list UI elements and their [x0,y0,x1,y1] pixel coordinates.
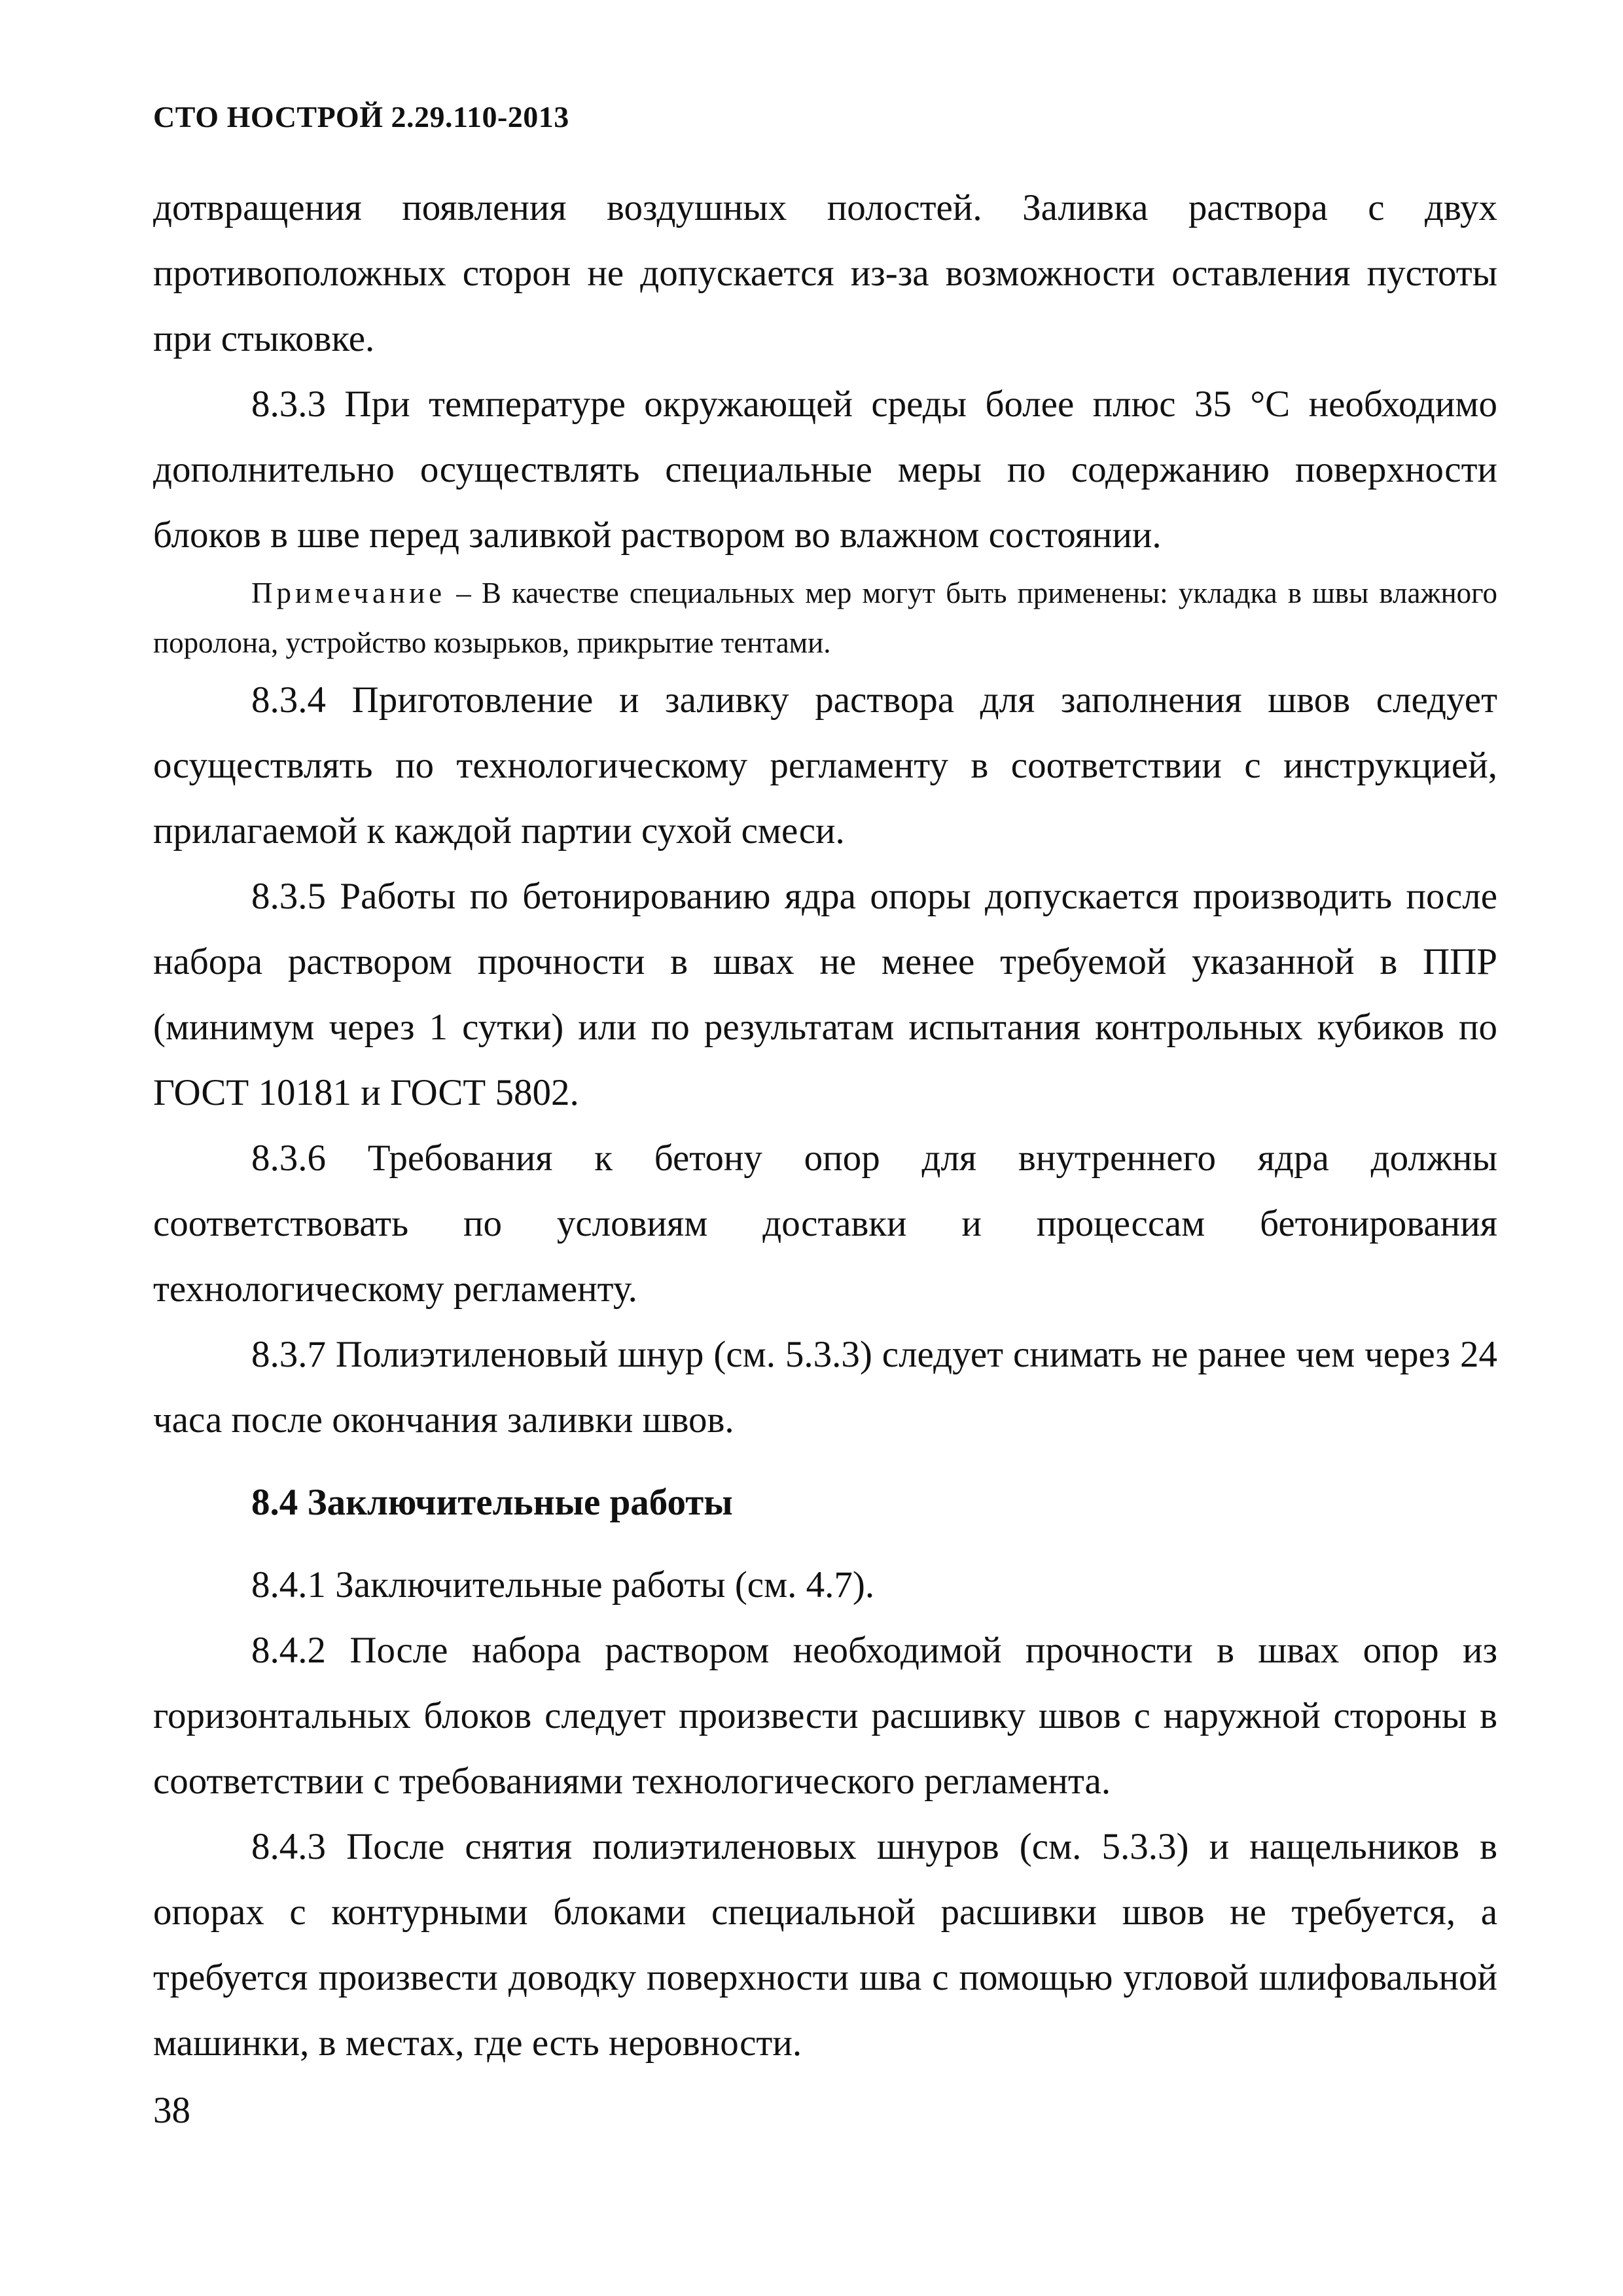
paragraph-8-3-3: 8.3.3 При температуре окружающей среды более плюс 35 °С необходимо дополнительно осуществлять специальные меры по содержанию поверхности блоков в шве перед заливкой раствором во влажном состоянии. [153,384,1497,556]
paragraph-8-4-3: 8.4.3 После снятия полиэтиленовых шнуров (см. 5.3.3) и нащельников в опорах с контурными блоками специальной расшивки швов не требуется, а требуется произвести доводку поверхности шва с помощью угловой шлифовальной машинки, в местах, где есть неровности. [153,1826,1497,2064]
document-header: СТО НОСТРОЙ 2.29.110-2013 [153,100,569,134]
note-paragraph [153,568,1497,668]
paragraph-8-3-7: 8.3.7 Полиэтиленовый шнур (см. 5.3.3) следует снимать не ранее чем через 24 часа после окончания заливки швов. [153,1334,1497,1441]
paragraph-8-4-2: 8.4.2 После набора раствором необходимой прочности в швах опор из горизонтальных блоков следует произвести расшивку швов с наружной стороны в соответствии с требованиями технологического регламента. [153,1630,1497,1802]
note-text: – В качестве специальных мер могут быть применены: укладка в швы влажного поролона, устройство козырьков, прикрытие тентами. [153,577,1497,659]
page-number: 38 [153,2090,190,2131]
paragraph-8-3-6: 8.3.6 Требования к бетону опор для внутреннего ядра должны соответствовать по условиям доставки и процессам бетонирования технологическому регламенту. [153,1138,1497,1310]
paragraph-8-3-5: 8.3.5 Работы по бетонированию ядра опоры допускается производить после набора раствором прочности в швах не менее требуемой указанной в ППР (минимум через 1 сутки) или по результатам испытания контрольных кубиков по ГОСТ 10181 и ГОСТ 5802. [153,876,1497,1113]
note-label: Примечание [251,577,446,609]
section-heading-8-4: 8.4 Заключительные работы [251,1482,733,1523]
paragraph-8-3-4: 8.3.4 Приготовление и заливку раствора для заполнения швов следует осуществлять по технологическому регламенту в соответствии с инструкцией, прилагаемой к каждой партии сухой смеси. [153,679,1497,852]
paragraph-continuation: дотвращения появления воздушных полостей. Заливка раствора с двух противоположных сторон не допускается из-за возможности оставления пустоты при стыковке. [153,187,1497,359]
document-body [153,175,1497,2076]
paragraph-8-4-1: 8.4.1 Заключительные работы (см. 4.7). [251,1564,875,1605]
